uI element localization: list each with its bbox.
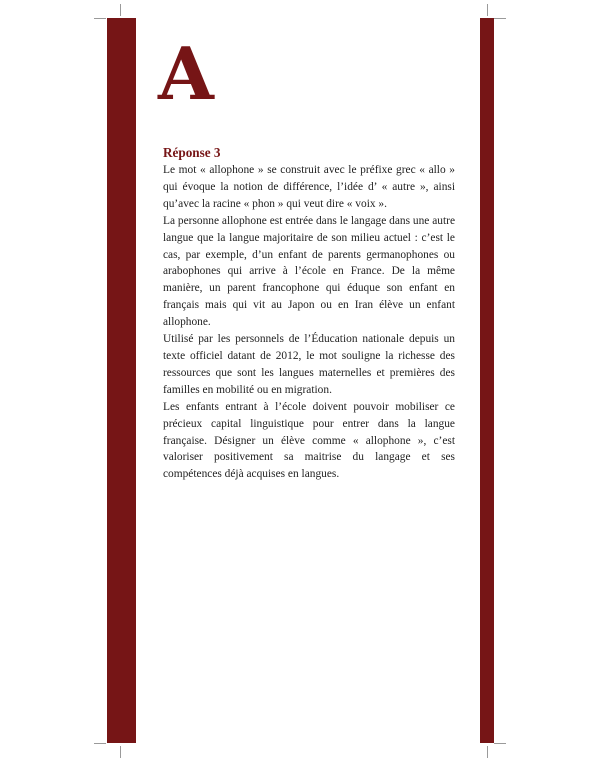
crop-mark-bottom-left: [120, 746, 121, 758]
right-decorative-bar: [480, 18, 494, 743]
crop-mark-right-top: [494, 18, 506, 19]
section-letter: A: [158, 31, 214, 116]
paragraph-official-usage: Utilisé par les personnels de l’Éducation nationale depuis un texte officiel datant de 2012, le mot souligne la richesse des ressources que sont les langues maternelles et premières des familles en mobilité ou en migration.: [163, 333, 455, 396]
crop-mark-right-bottom: [494, 743, 506, 744]
answer-block: [163, 144, 455, 483]
left-decorative-bar: [107, 18, 136, 743]
paragraph-etymology: Le mot « allophone » se construit avec le préfixe grec « allo » qui évoque la notion de différence, l’idée d’ « autre », ainsi qu’avec la racine « phon » qui veut dire « voix ».: [163, 164, 455, 210]
answer-title: Réponse 3: [163, 145, 221, 160]
paragraph-conclusion: Les enfants entrant à l’école doivent pouvoir mobiliser ce précieux capital linguistique pour entrer dans la langue française. Désigner un élève comme « allophone », c’est valoriser positivement sa maitrise du langage et ses compétences déjà acquises en langues.: [163, 400, 455, 481]
crop-mark-left-bottom: [94, 743, 106, 744]
crop-mark-top-left: [120, 4, 121, 16]
crop-mark-top-right: [487, 4, 488, 16]
crop-mark-bottom-right: [487, 746, 488, 758]
paragraph-definition: La personne allophone est entrée dans le langage dans une autre langue que la langue majoritaire de son milieu actuel : c’est le cas, par exemple, d’un enfant de parents germanophones ou arabophones qui arrive à l’école en France. De la même manière, un parent francophone qui éduque son enfant en français mais qui vit au Japon ou en Iran élève un enfant allophone.: [163, 214, 455, 329]
crop-mark-left-top: [94, 18, 106, 19]
